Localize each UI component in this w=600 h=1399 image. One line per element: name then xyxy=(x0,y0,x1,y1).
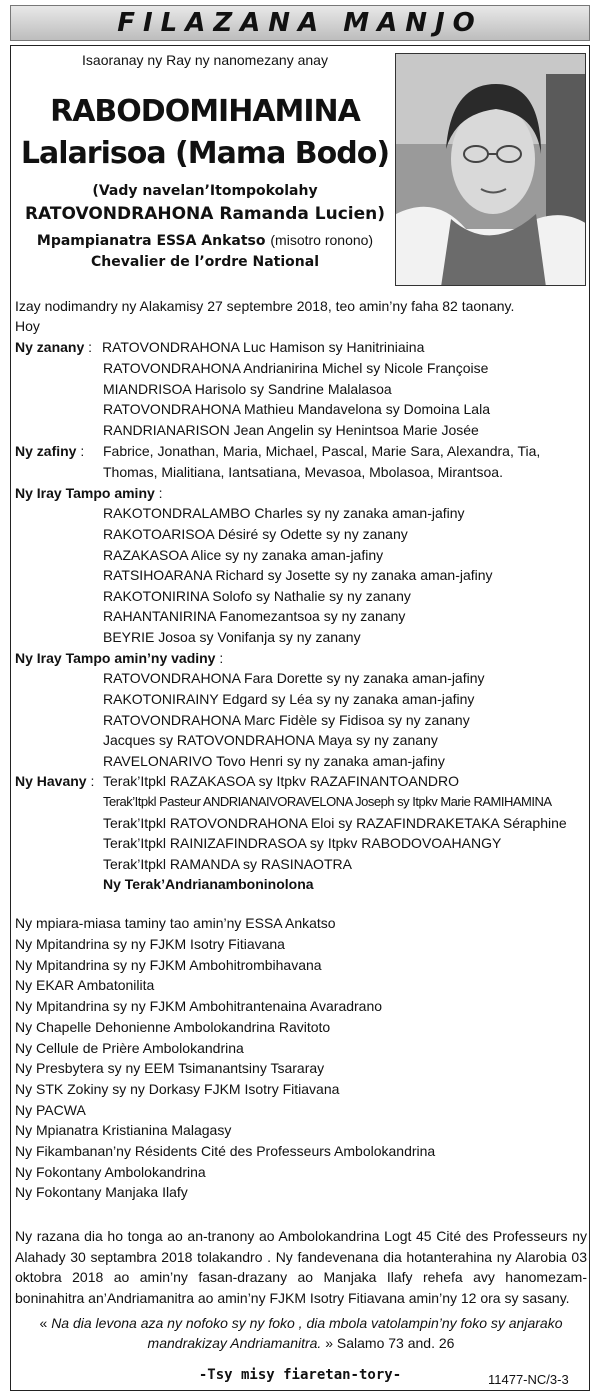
profession: Mpampianatra ESSA Ankatso xyxy=(36,233,266,249)
relatives-label: Ny Havany : xyxy=(15,773,95,789)
spouse-sibling-item: Jacques sy RATOVONDRAHONA Maya sy ny zanany xyxy=(103,732,438,748)
organization-item: Ny Chapelle Dehonienne Ambolokandrina Ravitoto xyxy=(15,1019,331,1035)
sibling-item: RAKOTONIRINA Solofo sy Nathalie sy ny zanany xyxy=(103,588,411,604)
grandchildren-line-2: Thomas, Mialitiana, Iantsatiana, Mevasoa, Mbolasoa, Mirantsoa. xyxy=(103,464,503,480)
organization-item: Ny Mpianatra Kristianina Malagasy xyxy=(15,1122,232,1138)
deceased-surname: RABODOMIHAMINA xyxy=(50,94,360,129)
hoy-line: Hoy xyxy=(15,318,40,334)
spouse-sibling-item: RATOVONDRAHONA Marc Fidèle sy Fidisoa sy ny zanany xyxy=(103,712,470,728)
spouse-sibling-item: RATOVONDRAHONA Fara Dorette sy ny zanaka aman-jafiny xyxy=(103,670,485,686)
spouse-siblings-label: Ny Iray Tampo amin’ny vadiny : xyxy=(15,650,224,666)
organization-item: Ny PACWA xyxy=(15,1102,86,1118)
relatives-clan: Ny Terak’Andrianamboninolona xyxy=(103,876,314,892)
verse-text: Na dia levona aza ny nofoko sy ny foko , dia mbola vatolampin’ny foko sy anjarako mandrakizay Andriamanitra. xyxy=(51,1315,563,1351)
child-item: RATOVONDRAHONA Luc Hamison sy Hanitriniaina xyxy=(102,339,425,355)
relative-item: Terak’Itpkl Pasteur ANDRIANAIVORAVELONA Joseph sy Itpkv Marie RAMIHAMINA xyxy=(103,794,552,809)
header-banner xyxy=(10,5,590,41)
sibling-item: BEYRIE Josoa sy Vonifanja sy ny zanany xyxy=(103,629,361,645)
honor-line: Chevalier de l’ordre National xyxy=(91,254,319,270)
profession-line xyxy=(10,232,400,249)
organization-item: Ny Mpitandrina sy ny FJKM Ambohitrombihavana xyxy=(15,957,322,973)
organization-item: Ny Presbytera sy ny EEM Tsimanantsiny Tsararay xyxy=(15,1060,325,1076)
relative-item: Terak’Itpkl RAZAKASOA sy Itpkv RAZAFINANTOANDRO xyxy=(103,773,460,789)
organization-item: Ny mpiara-miasa taminy tao amin’ny ESSA Ankatso xyxy=(15,915,336,931)
spouse-sibling-item: RAKOTONIRAINY Edgard sy Léa sy ny zanaka aman-jafiny xyxy=(103,691,475,707)
sibling-item: RAZAKASOA Alice sy ny zanaka aman-jafiny xyxy=(103,547,384,563)
organization-item: Ny Fokontany Manjaka Ilafy xyxy=(15,1184,188,1200)
death-notice: Izay nodimandry ny Alakamisy 27 septembre 2018, teo amin’ny faha 82 taonany. xyxy=(15,298,515,314)
organization-item: Ny Cellule de Prière Ambolokandrina xyxy=(15,1040,244,1056)
organization-item: Ny Mpitandrina sy ny FJKM Isotry Fitiavana xyxy=(15,936,285,952)
funeral-details: Ny razana dia ho tonga ao an-tranony ao Ambolokandrina Logt 45 Cité des Professeurs ny Alahady 30 septambra 2018 tolakandro . Ny fandevenana dia hotanterahina ny Alarobia 03 oktobra 2018 ao amin’ny fasan-drazany ao Manjaka Ilafy rehefa avy hanomezam-boninahitra an’Andriamanitra ao amin’ny FJKM Isotry Fitiavana amin’ny 12 ora sy sasany. xyxy=(15,1228,587,1306)
banner-title: FILAZANA MANJO xyxy=(117,8,483,38)
intro-line: Isaoranay ny Ray ny nanomezany anay xyxy=(82,52,328,68)
spouse-line: (Vady navelan’Itompokolahy xyxy=(92,183,318,199)
bible-verse: « Na dia levona aza ny nofoko sy ny foko , dia mbola vatolampin’ny foko sy anjarako mandrakizay Andriamanitra. » Salamo 73 and. 26 xyxy=(39,1315,563,1351)
ad-reference: 11477-NC/3-3 xyxy=(488,1372,569,1387)
spouse-sibling-item: RAVELONARIVO Tovo Henri sy ny zanaka aman-jafiny xyxy=(103,753,445,769)
sibling-item: RAKOTONDRALAMBO Charles sy ny zanaka aman-jafiny xyxy=(103,505,465,521)
spouse-name: RATOVONDRAHONA Ramanda Lucien) xyxy=(24,204,386,224)
deceased-given-name: Lalarisoa (Mama Bodo) xyxy=(20,136,390,171)
child-item: MIANDRISOA Harisolo sy Sandrine Malalasoa xyxy=(103,381,392,397)
organization-item: Ny EKAR Ambatonilita xyxy=(15,977,155,993)
retired-note: (misotro ronono) xyxy=(270,232,374,248)
closing-note: -Tsy misy fiaretan-tory- xyxy=(198,1367,402,1383)
sibling-item: RAKOTOARISOA Désiré sy Odette sy ny zanany xyxy=(103,526,408,542)
portrait-photo xyxy=(395,53,586,286)
child-item: RANDRIANARISON Jean Angelin sy Henintsoa Marie Josée xyxy=(103,422,479,438)
sibling-item: RAHANTANIRINA Fanomezantsoa sy ny zanany xyxy=(103,608,406,624)
portrait-image xyxy=(396,54,586,286)
relative-item: Terak’Itpkl RAMANDA sy RASINAOTRA xyxy=(103,856,352,872)
organization-item: Ny Fokontany Ambolokandrina xyxy=(15,1164,206,1180)
child-item: RATOVONDRAHONA Andrianirina Michel sy Nicole Françoise xyxy=(103,360,489,376)
organization-item: Ny Mpitandrina sy ny FJKM Ambohitrantenaina Avaradrano xyxy=(15,998,383,1014)
verse-reference: Salamo 73 and. 26 xyxy=(336,1335,455,1351)
relative-item: Terak’Itpkl RATOVONDRAHONA Eloi sy RAZAFINDRAKETAKA Séraphine xyxy=(103,815,567,831)
organization-item: Ny STK Zokiny sy ny Dorkasy FJKM Isotry Fitiavana xyxy=(15,1081,340,1097)
grandchildren-label: Ny zafiny : xyxy=(15,443,85,459)
siblings-label: Ny Iray Tampo aminy : xyxy=(15,485,163,501)
child-item: RATOVONDRAHONA Mathieu Mandavelona sy Domoina Lala xyxy=(103,401,490,417)
organization-item: Ny Fikambanan’ny Résidents Cité des Professeurs Ambolokandrina xyxy=(15,1143,436,1159)
grandchildren-line-1: Fabrice, Jonathan, Maria, Michael, Pascal, Marie Sara, Alexandra, Tia, xyxy=(103,443,541,459)
children-label: Ny zanany : xyxy=(15,339,93,355)
relative-item: Terak’Itpkl RAINIZAFINDRASOA sy Itpkv RABODOVOAHANGY xyxy=(103,835,502,851)
sibling-item: RATSIHOARANA Richard sy Josette sy ny zanaka aman-jafiny xyxy=(103,567,493,583)
